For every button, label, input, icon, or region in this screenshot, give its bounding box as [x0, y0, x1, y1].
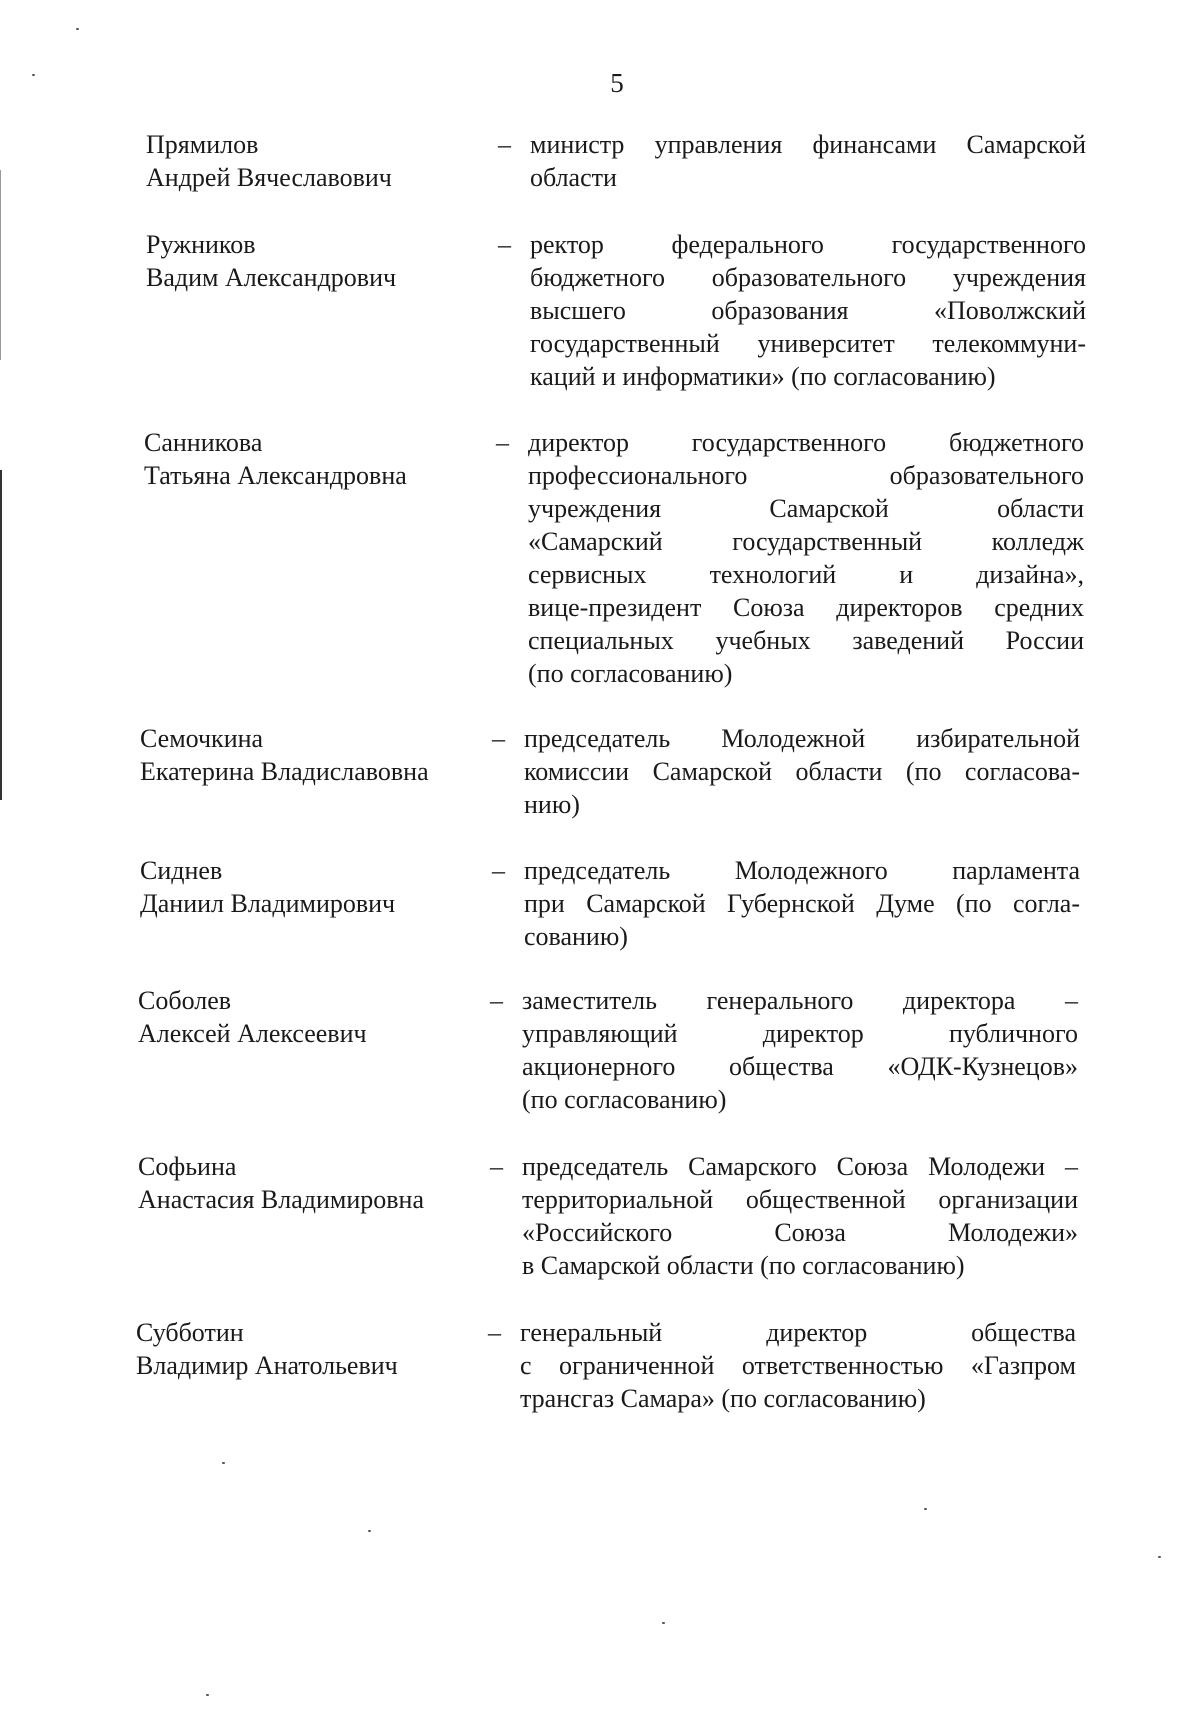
surname: Субботин [136, 1318, 244, 1347]
member-name [140, 722, 470, 788]
dash-separator: – [492, 724, 505, 753]
position-line: учреждения Самарской области [528, 494, 1084, 523]
position-line: ректор федерального государственного [530, 230, 1086, 259]
member-name [138, 1150, 468, 1216]
position-line: комиссии Самарской области (по согласова- [524, 757, 1080, 786]
position-line: в Самарской области (по согласованию) [522, 1251, 965, 1280]
surname: Соболев [138, 986, 232, 1015]
given-names: Анастасия Владимировна [138, 1185, 424, 1214]
position-line: акционерного общества «ОДК-Кузнецов» [522, 1052, 1078, 1081]
given-names: Екатерина Владиславовна [140, 757, 429, 786]
position-line: председатель Самарского Союза Молодежи – [522, 1152, 1078, 1181]
given-names: Даниил Владимирович [140, 889, 396, 918]
position-line: сервисных технологий и дизайна», [528, 560, 1084, 589]
position-line: заместитель генерального директора – [522, 986, 1078, 1015]
position-line: с ограниченной ответственностью «Газпром [520, 1351, 1076, 1380]
given-names: Татьяна Александровна [144, 461, 407, 490]
dash-separator: – [488, 1318, 501, 1347]
member-name [144, 426, 474, 492]
position-line: специальных учебных заведений России [528, 626, 1084, 655]
surname: Софьина [138, 1152, 237, 1181]
position-line: управляющий директор публичного [522, 1019, 1078, 1048]
member-position [528, 426, 1084, 690]
dash-separator: – [490, 986, 503, 1015]
given-names: Вадим Александрович [146, 263, 397, 292]
surname: Семочкина [140, 724, 264, 753]
scan-speck [662, 1622, 665, 1624]
dash-separator: – [496, 428, 509, 457]
member-position [524, 722, 1080, 821]
position-line: «Самарский государственный колледж [528, 527, 1084, 556]
scan-speck [206, 1694, 209, 1696]
position-line: области [530, 163, 617, 192]
position-line: каций и информатики» (по согласованию) [530, 362, 996, 391]
member-name [146, 228, 476, 294]
member-name [138, 984, 468, 1050]
member-position [524, 854, 1080, 953]
given-names: Андрей Вячеславович [146, 163, 392, 192]
position-line: профессионального образовательного [528, 461, 1084, 490]
position-line: (по согласованию) [522, 1085, 727, 1114]
member-name [136, 1316, 466, 1382]
page-number: 5 [610, 68, 624, 98]
scan-margin-line [0, 470, 2, 800]
position-line: генеральный директор общества [520, 1318, 1076, 1347]
scan-speck [222, 1462, 225, 1464]
dash-separator: – [492, 856, 505, 885]
dash-separator: – [498, 130, 511, 159]
member-position [520, 1316, 1076, 1415]
member-position [522, 1150, 1078, 1282]
position-line: территориальной общественной организации [522, 1185, 1078, 1214]
surname: Санникова [144, 428, 263, 457]
member-position [530, 128, 1086, 194]
surname: Ружников [146, 230, 256, 259]
position-line: директор государственного бюджетного [528, 428, 1084, 457]
position-line: нию) [524, 790, 580, 819]
member-name [140, 854, 470, 920]
position-line: при Самарской Губернской Думе (по согла- [524, 889, 1080, 918]
given-names: Алексей Алексеевич [138, 1019, 367, 1048]
surname: Прямилов [146, 130, 259, 159]
position-line: вице-президент Союза директоров средних [528, 593, 1084, 622]
position-line: председатель Молодежного парламента [524, 856, 1080, 885]
member-name [146, 128, 476, 194]
scan-margin-line [0, 170, 1, 360]
given-names: Владимир Анатольевич [136, 1351, 398, 1380]
dash-separator: – [490, 1152, 503, 1181]
position-line: «Российского Союза Молодежи» [522, 1218, 1078, 1247]
member-position [522, 984, 1078, 1116]
dash-separator: – [498, 230, 511, 259]
scan-speck [924, 1508, 927, 1510]
scan-speck [76, 28, 79, 30]
position-line: министр управления финансами Самарской [530, 130, 1086, 159]
scan-speck [368, 1530, 371, 1532]
position-line: государственный университет телекоммуни- [530, 329, 1086, 358]
position-line: сованию) [524, 922, 628, 951]
position-line: высшего образования «Поволжский [530, 296, 1086, 325]
member-position [530, 228, 1086, 393]
scan-speck [1158, 1556, 1161, 1558]
position-line: трансгаз Самара» (по согласованию) [520, 1384, 926, 1413]
position-line: (по согласованию) [528, 659, 733, 688]
position-line: председатель Молодежной избирательной [524, 724, 1080, 753]
position-line: бюджетного образовательного учреждения [530, 263, 1086, 292]
surname: Сиднев [140, 856, 223, 885]
